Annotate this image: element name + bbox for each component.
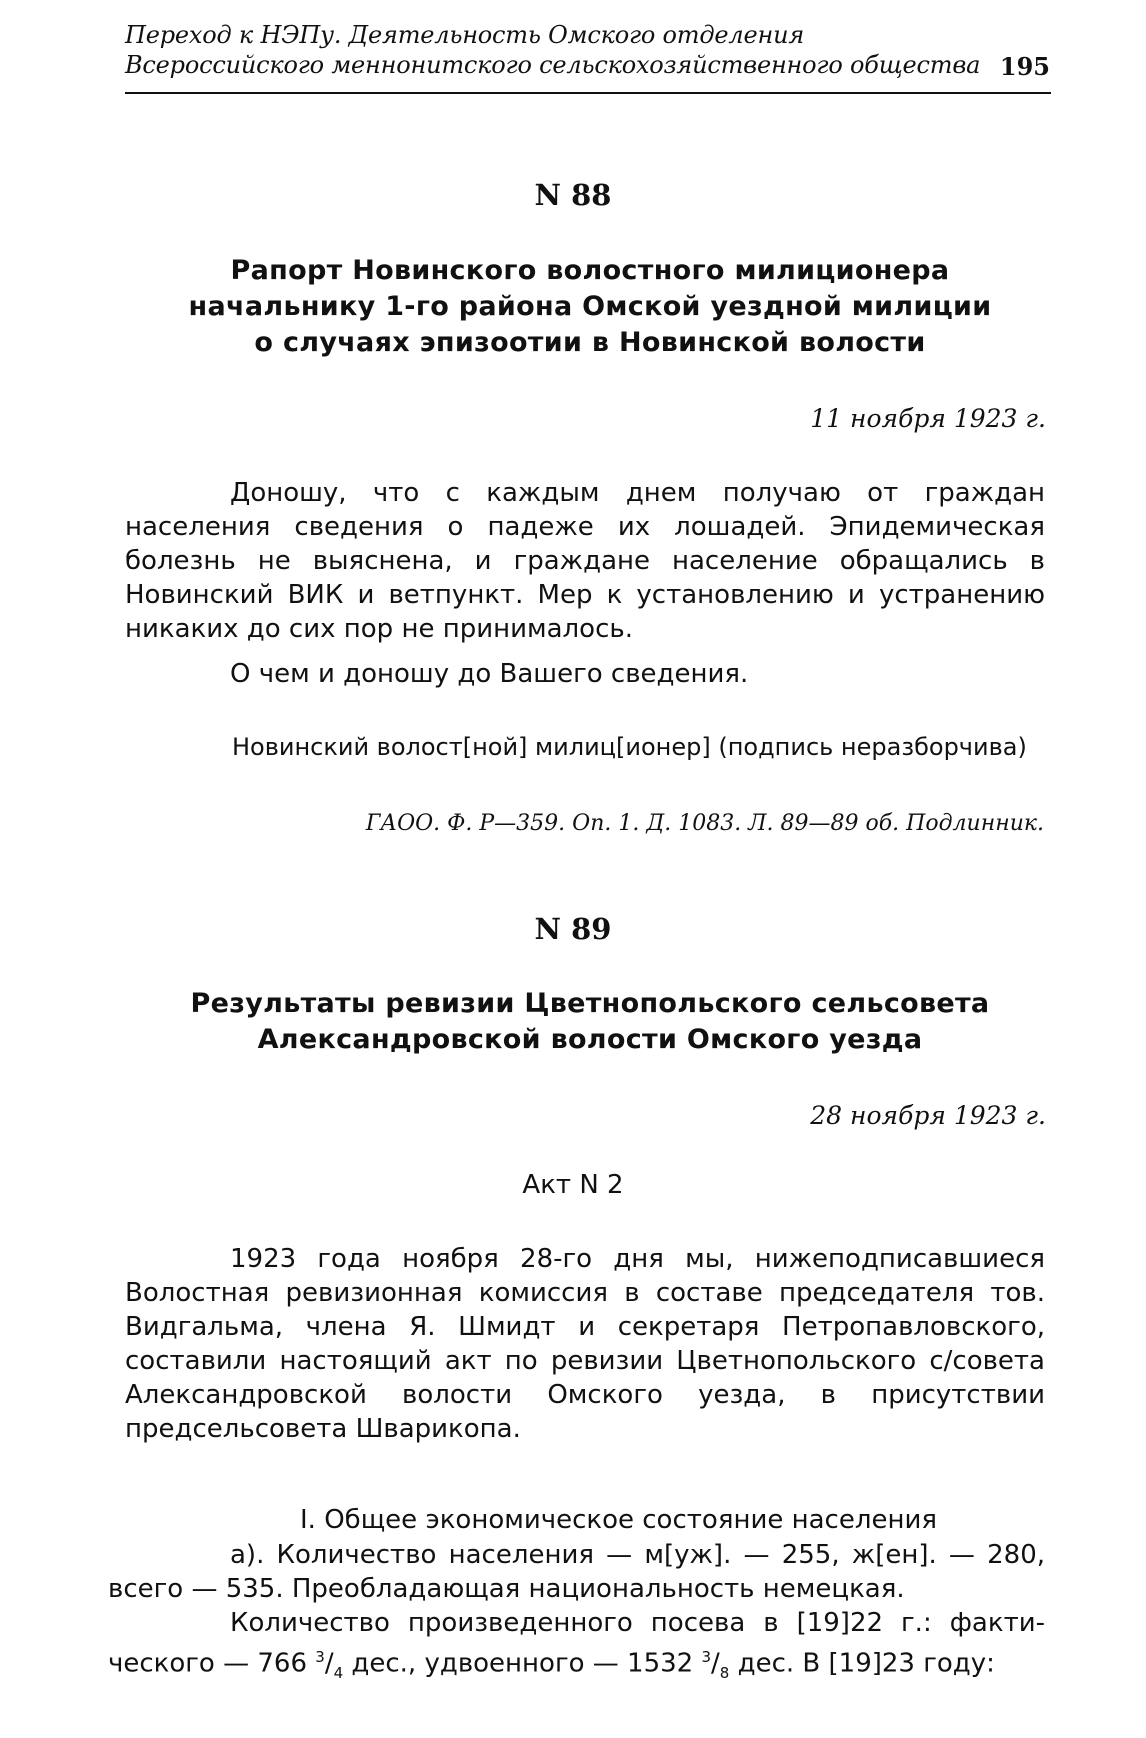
- sowing-line1: Количество произведенного посева в [19]22 г.: факти-: [230, 1608, 1045, 1638]
- doc88-title-line3: о случаях эпизоотии в Новинской волости: [254, 327, 926, 358]
- doc88-paragraph2: О чем и доношу до Вашего сведения.: [230, 659, 749, 689]
- doc88-title: [150, 253, 1030, 361]
- doc88-paragraph1: Доношу, что с каждым днем получаю от граждан населения сведения о падеже их лошадей. Эпидемическая болезнь не выяснена, и граждане население обращались в Новинский ВИК и ветпункт. Мер к установлению и устранению никаких до сих пор не принималось.: [125, 478, 1045, 644]
- doc89-title-line1: Результаты ревизии Цветнопольского сельсовета: [190, 988, 990, 1019]
- item-a-line1: а). Количество населения — м[уж]. — 255, ж[ен]. — 280,: [230, 1540, 1045, 1570]
- fraction2-denominator: 8: [719, 1663, 730, 1682]
- act-title: Акт N 2: [522, 1170, 624, 1200]
- fraction2-numerator: 3: [701, 1648, 712, 1666]
- doc89-number: N 89: [534, 912, 612, 946]
- doc88-archive-ref: ГАОО. Ф. Р—359. Оп. 1. Д. 1083. Л. 89—89 об. Подлинник.: [365, 811, 1044, 836]
- sowing-line2-part-a: ческого — 766: [108, 1648, 316, 1679]
- doc88-title-line1: Рапорт Новинского волостного милиционера: [230, 255, 950, 286]
- section-heading: I. Общее экономическое состояние населения: [300, 1505, 937, 1535]
- page-number: 195: [999, 52, 1050, 81]
- sowing-line2-part-b: дес., удвоенного — 1532: [343, 1648, 702, 1679]
- running-header-line1: Переход к НЭПу. Деятельность Омского отделения: [125, 21, 805, 49]
- header-rule: [125, 92, 1051, 94]
- sowing-line2: ческого — 766 $^3/_4$ дес., удвоенного — 1532 $^3/_8$ дес. В [19]23 году:: [108, 1648, 995, 1682]
- fraction1-numerator: 3: [315, 1648, 325, 1666]
- doc89-date: 28 ноября 1923 г.: [810, 1101, 1046, 1130]
- running-header: [125, 20, 1050, 80]
- running-header-line2: Всероссийского меннонитского сельскохозяйственного общества: [125, 51, 981, 79]
- doc88-number: N 88: [534, 178, 612, 212]
- doc88-date: 11 ноября 1923 г.: [810, 404, 1046, 433]
- sowing-line2-part-c: дес. В [19]23 году:: [729, 1648, 995, 1679]
- doc88-signature: Новинский волост[ной] милиц[ионер] (подпись неразборчива): [232, 733, 1027, 761]
- doc89-title: [150, 986, 1030, 1058]
- doc88-title-line2: начальнику 1-го района Омской уездной милиции: [188, 291, 992, 322]
- doc89-title-line2: Александровской волости Омского уезда: [257, 1024, 923, 1055]
- fraction1-denominator: 4: [333, 1663, 344, 1682]
- doc89-paragraph1: 1923 года ноября 28-го дня мы, нижеподписавшиеся Волостная ревизионная комиссия в составе председателя тов. Видгальма, члена Я. Шмидт и секретаря Петропавловского, составили настоящий акт по ревизии Цветнопольского с/совета Александровской волости Омского уезда, в присутствии предсельсовета Шварикопа.: [125, 1244, 1045, 1444]
- item-a-line2: всего — 535. Преобладающая национальность немецкая.: [108, 1574, 905, 1604]
